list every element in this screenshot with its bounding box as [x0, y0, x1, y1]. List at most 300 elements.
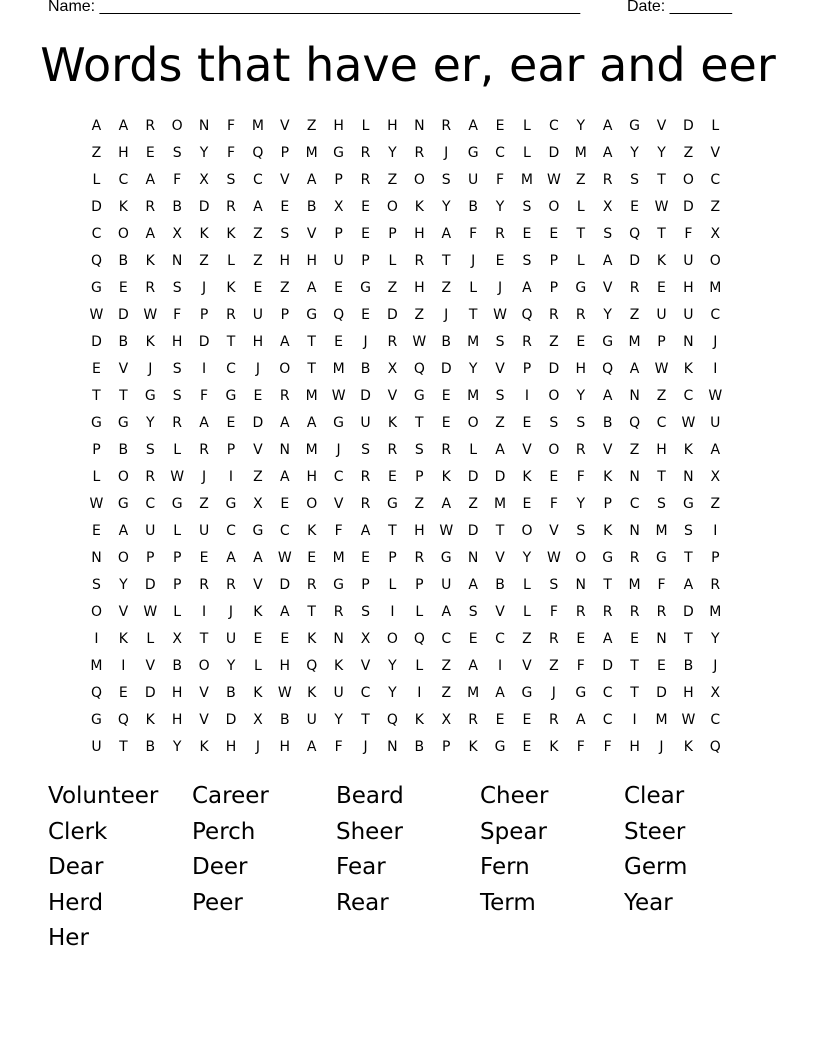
grid-letter[interactable]: D: [91, 199, 102, 215]
grid-letter[interactable]: M: [709, 604, 722, 620]
grid-letter[interactable]: L: [92, 469, 101, 485]
grid-letter[interactable]: A: [253, 550, 263, 566]
grid-letter[interactable]: E: [199, 550, 209, 566]
grid-letter[interactable]: X: [172, 226, 182, 242]
grid-letter[interactable]: N: [467, 550, 479, 566]
grid-letter[interactable]: L: [415, 604, 424, 620]
grid-letter[interactable]: M: [628, 334, 641, 350]
grid-letter[interactable]: S: [172, 388, 182, 404]
grid-letter[interactable]: H: [683, 280, 694, 296]
grid-letter[interactable]: Z: [710, 496, 721, 512]
grid-letter[interactable]: D: [144, 577, 156, 593]
grid-letter[interactable]: Z: [495, 415, 505, 431]
grid-letter[interactable]: G: [656, 550, 667, 566]
grid-letter[interactable]: A: [280, 415, 290, 431]
grid-letter[interactable]: G: [306, 307, 318, 323]
grid-letter[interactable]: J: [713, 658, 718, 674]
grid-letter[interactable]: R: [522, 334, 532, 350]
grid-letter[interactable]: M: [467, 685, 480, 701]
grid-letter[interactable]: S: [172, 280, 182, 296]
grid-letter[interactable]: H: [252, 334, 264, 350]
grid-letter[interactable]: Q: [252, 145, 264, 161]
grid-letter[interactable]: K: [145, 334, 155, 350]
grid-letter[interactable]: L: [576, 253, 585, 269]
grid-letter[interactable]: A: [253, 199, 263, 215]
grid-letter[interactable]: Z: [199, 253, 209, 269]
grid-letter[interactable]: T: [92, 388, 101, 404]
grid-letter[interactable]: E: [334, 334, 344, 350]
grid-letter[interactable]: H: [225, 739, 237, 755]
grid-letter[interactable]: B: [360, 361, 371, 377]
grid-letter[interactable]: D: [629, 253, 640, 269]
grid-letter[interactable]: E: [657, 658, 666, 674]
grid-letter[interactable]: K: [468, 739, 478, 755]
grid-letter[interactable]: G: [144, 388, 156, 404]
grid-letter[interactable]: E: [280, 631, 290, 647]
grid-letter[interactable]: V: [280, 118, 290, 134]
grid-letter[interactable]: A: [602, 631, 613, 647]
grid-letter[interactable]: Z: [522, 631, 532, 647]
grid-letter[interactable]: P: [280, 145, 290, 161]
grid-letter[interactable]: V: [495, 550, 505, 566]
grid-letter[interactable]: Z: [441, 280, 452, 296]
date-field[interactable]: Date: _______: [627, 0, 732, 15]
grid-letter[interactable]: W: [681, 712, 696, 728]
grid-letter[interactable]: N: [387, 739, 398, 755]
grid-letter[interactable]: Q: [333, 307, 345, 323]
grid-letter[interactable]: A: [441, 496, 452, 512]
grid-letter[interactable]: N: [414, 118, 425, 134]
grid-letter[interactable]: Z: [441, 685, 452, 701]
grid-letter[interactable]: I: [121, 658, 126, 674]
grid-letter[interactable]: L: [523, 145, 531, 161]
grid-letter[interactable]: A: [441, 604, 452, 620]
grid-letter[interactable]: D: [198, 199, 210, 215]
grid-letter[interactable]: V: [522, 442, 532, 458]
grid-letter[interactable]: R: [145, 118, 156, 134]
grid-letter[interactable]: O: [548, 442, 560, 458]
grid-letter[interactable]: R: [629, 550, 640, 566]
grid-letter[interactable]: D: [683, 604, 694, 620]
grid-letter[interactable]: O: [117, 550, 129, 566]
grid-letter[interactable]: A: [91, 118, 102, 134]
grid-letter[interactable]: L: [92, 172, 101, 188]
grid-letter[interactable]: L: [523, 118, 531, 134]
grid-letter[interactable]: Y: [145, 415, 155, 431]
grid-letter[interactable]: S: [683, 523, 693, 539]
grid-letter[interactable]: M: [90, 658, 103, 674]
grid-letter[interactable]: O: [117, 469, 129, 485]
grid-letter[interactable]: R: [575, 604, 586, 620]
grid-letter[interactable]: U: [441, 577, 452, 593]
grid-letter[interactable]: P: [361, 253, 370, 269]
grid-letter[interactable]: P: [172, 550, 182, 566]
grid-letter[interactable]: Z: [280, 280, 290, 296]
grid-letter[interactable]: U: [710, 415, 721, 431]
grid-letter[interactable]: B: [145, 739, 156, 755]
grid-letter[interactable]: D: [467, 523, 479, 539]
grid-letter[interactable]: M: [520, 172, 533, 188]
grid-letter[interactable]: G: [575, 685, 587, 701]
grid-letter[interactable]: Q: [386, 712, 398, 728]
grid-letter[interactable]: Z: [387, 280, 398, 296]
grid-letter[interactable]: T: [307, 334, 316, 350]
grid-letter[interactable]: G: [252, 523, 264, 539]
grid-letter[interactable]: Z: [629, 307, 640, 323]
grid-letter[interactable]: P: [549, 253, 559, 269]
grid-letter[interactable]: C: [602, 712, 613, 728]
grid-letter[interactable]: Y: [603, 307, 612, 323]
grid-letter[interactable]: T: [361, 712, 370, 728]
grid-letter[interactable]: B: [495, 577, 505, 593]
grid-letter[interactable]: M: [655, 712, 668, 728]
grid-letter[interactable]: O: [171, 118, 183, 134]
grid-letter[interactable]: R: [468, 712, 478, 728]
grid-letter[interactable]: L: [711, 118, 720, 134]
grid-letter[interactable]: O: [386, 199, 398, 215]
grid-letter[interactable]: S: [172, 145, 182, 161]
grid-letter[interactable]: Z: [549, 658, 559, 674]
grid-letter[interactable]: C: [629, 496, 640, 512]
grid-letter[interactable]: A: [145, 172, 156, 188]
grid-letter[interactable]: C: [710, 172, 721, 188]
grid-letter[interactable]: K: [307, 631, 317, 647]
grid-letter[interactable]: R: [306, 577, 317, 593]
grid-letter[interactable]: R: [629, 280, 640, 296]
grid-letter[interactable]: F: [334, 739, 343, 755]
grid-letter[interactable]: R: [629, 604, 640, 620]
grid-letter[interactable]: N: [91, 550, 102, 566]
grid-letter[interactable]: X: [710, 685, 721, 701]
grid-letter[interactable]: E: [92, 523, 101, 539]
grid-letter[interactable]: I: [713, 523, 718, 539]
grid-letter[interactable]: C: [683, 388, 694, 404]
grid-letter[interactable]: I: [202, 361, 207, 377]
grid-letter[interactable]: M: [494, 496, 507, 512]
grid-letter[interactable]: T: [657, 172, 666, 188]
grid-letter[interactable]: R: [387, 442, 398, 458]
grid-letter[interactable]: M: [655, 523, 668, 539]
grid-letter[interactable]: F: [496, 172, 505, 188]
grid-letter[interactable]: F: [226, 145, 236, 161]
grid-letter[interactable]: Z: [441, 658, 452, 674]
grid-letter[interactable]: W: [331, 388, 346, 404]
grid-letter[interactable]: J: [497, 280, 503, 296]
grid-letter[interactable]: A: [280, 334, 290, 350]
grid-letter[interactable]: U: [683, 253, 694, 269]
grid-letter[interactable]: L: [523, 577, 531, 593]
grid-letter[interactable]: Q: [413, 631, 425, 647]
grid-letter[interactable]: X: [710, 226, 721, 242]
grid-letter[interactable]: A: [468, 577, 478, 593]
grid-letter[interactable]: D: [198, 334, 210, 350]
grid-letter[interactable]: I: [632, 712, 637, 728]
grid-letter[interactable]: R: [548, 712, 559, 728]
grid-letter[interactable]: P: [603, 496, 612, 512]
grid-letter[interactable]: C: [253, 172, 263, 188]
grid-letter[interactable]: E: [226, 415, 236, 431]
grid-letter[interactable]: C: [333, 469, 344, 485]
grid-letter[interactable]: E: [495, 712, 505, 728]
grid-letter[interactable]: R: [414, 145, 425, 161]
grid-letter[interactable]: R: [226, 577, 236, 593]
grid-letter[interactable]: T: [199, 631, 209, 647]
grid-letter[interactable]: W: [708, 388, 723, 404]
grid-letter[interactable]: G: [91, 712, 102, 728]
grid-letter[interactable]: U: [198, 523, 210, 539]
grid-letter[interactable]: D: [683, 199, 694, 215]
grid-letter[interactable]: T: [468, 307, 478, 323]
grid-letter[interactable]: G: [333, 415, 345, 431]
grid-letter[interactable]: B: [602, 415, 613, 431]
grid-letter[interactable]: E: [280, 199, 290, 215]
grid-letter[interactable]: G: [117, 415, 129, 431]
grid-letter[interactable]: F: [173, 307, 182, 323]
grid-letter[interactable]: N: [333, 631, 344, 647]
grid-letter[interactable]: J: [228, 604, 234, 620]
grid-letter[interactable]: Z: [656, 388, 667, 404]
grid-letter[interactable]: M: [305, 145, 318, 161]
grid-letter[interactable]: J: [148, 361, 153, 377]
grid-letter[interactable]: A: [468, 118, 478, 134]
grid-letter[interactable]: A: [280, 469, 290, 485]
grid-letter[interactable]: M: [574, 145, 587, 161]
grid-letter[interactable]: Z: [306, 118, 317, 134]
grid-letter[interactable]: R: [172, 415, 183, 431]
grid-letter[interactable]: G: [602, 550, 614, 566]
grid-letter[interactable]: T: [415, 415, 424, 431]
grid-letter[interactable]: V: [495, 604, 505, 620]
grid-letter[interactable]: S: [576, 415, 586, 431]
grid-letter[interactable]: K: [118, 631, 128, 647]
grid-letter[interactable]: O: [386, 631, 398, 647]
grid-letter[interactable]: O: [548, 199, 560, 215]
grid-letter[interactable]: W: [654, 199, 669, 215]
grid-letter[interactable]: E: [522, 415, 532, 431]
grid-letter[interactable]: W: [89, 496, 104, 512]
grid-letter[interactable]: S: [172, 361, 182, 377]
grid-letter[interactable]: R: [414, 550, 425, 566]
grid-letter[interactable]: E: [630, 631, 639, 647]
grid-letter[interactable]: A: [306, 172, 317, 188]
grid-letter[interactable]: G: [333, 577, 345, 593]
grid-letter[interactable]: P: [522, 361, 532, 377]
grid-letter[interactable]: E: [361, 550, 370, 566]
grid-letter[interactable]: G: [333, 145, 345, 161]
grid-letter[interactable]: O: [682, 172, 694, 188]
grid-letter[interactable]: Q: [521, 307, 533, 323]
grid-letter[interactable]: V: [306, 226, 317, 242]
grid-letter[interactable]: W: [546, 550, 561, 566]
grid-letter[interactable]: X: [602, 199, 613, 215]
grid-letter[interactable]: P: [388, 226, 397, 242]
grid-letter[interactable]: H: [629, 739, 640, 755]
grid-letter[interactable]: A: [683, 577, 694, 593]
grid-letter[interactable]: P: [334, 226, 343, 242]
grid-letter[interactable]: D: [548, 145, 560, 161]
grid-letter[interactable]: O: [521, 523, 533, 539]
grid-letter[interactable]: V: [549, 523, 559, 539]
grid-letter[interactable]: V: [199, 685, 209, 701]
grid-letter[interactable]: Z: [253, 253, 263, 269]
grid-letter[interactable]: M: [332, 361, 345, 377]
grid-letter[interactable]: L: [469, 442, 478, 458]
grid-letter[interactable]: V: [602, 280, 613, 296]
grid-letter[interactable]: A: [468, 658, 478, 674]
grid-letter[interactable]: K: [683, 361, 693, 377]
grid-letter[interactable]: N: [629, 523, 640, 539]
grid-letter[interactable]: A: [145, 226, 156, 242]
grid-letter[interactable]: K: [307, 523, 317, 539]
grid-letter[interactable]: I: [524, 388, 530, 404]
grid-letter[interactable]: P: [415, 469, 424, 485]
grid-letter[interactable]: R: [279, 388, 290, 404]
grid-letter[interactable]: V: [118, 604, 129, 620]
grid-letter[interactable]: O: [467, 415, 479, 431]
grid-letter[interactable]: U: [252, 307, 264, 323]
grid-letter[interactable]: R: [414, 253, 425, 269]
grid-letter[interactable]: H: [279, 658, 291, 674]
grid-letter[interactable]: W: [681, 415, 696, 431]
grid-letter[interactable]: D: [91, 334, 102, 350]
grid-letter[interactable]: M: [709, 280, 722, 296]
grid-letter[interactable]: N: [198, 118, 210, 134]
grid-letter[interactable]: R: [226, 199, 236, 215]
grid-letter[interactable]: G: [521, 685, 533, 701]
grid-letter[interactable]: E: [576, 334, 586, 350]
grid-letter[interactable]: K: [253, 685, 263, 701]
grid-letter[interactable]: K: [683, 739, 693, 755]
grid-letter[interactable]: H: [118, 145, 129, 161]
grid-letter[interactable]: T: [630, 658, 639, 674]
name-field[interactable]: Name: ______________________________________________________: [48, 0, 581, 15]
grid-letter[interactable]: V: [656, 118, 667, 134]
grid-letter[interactable]: V: [602, 442, 613, 458]
grid-letter[interactable]: S: [495, 388, 505, 404]
grid-letter[interactable]: Y: [388, 685, 397, 701]
grid-letter[interactable]: F: [684, 226, 693, 242]
grid-letter[interactable]: O: [575, 550, 587, 566]
grid-letter[interactable]: X: [253, 712, 263, 728]
grid-letter[interactable]: J: [363, 334, 368, 350]
grid-letter[interactable]: V: [522, 658, 532, 674]
grid-letter[interactable]: T: [307, 604, 316, 620]
grid-letter[interactable]: E: [495, 253, 505, 269]
grid-letter[interactable]: B: [441, 334, 452, 350]
grid-letter[interactable]: P: [415, 577, 424, 593]
grid-letter[interactable]: J: [363, 739, 368, 755]
grid-letter[interactable]: B: [306, 199, 317, 215]
grid-letter[interactable]: Y: [226, 658, 236, 674]
grid-letter[interactable]: G: [91, 280, 102, 296]
grid-letter[interactable]: C: [602, 685, 613, 701]
grid-letter[interactable]: T: [441, 253, 451, 269]
grid-letter[interactable]: J: [551, 685, 556, 701]
grid-letter[interactable]: P: [280, 307, 290, 323]
grid-letter[interactable]: R: [145, 469, 156, 485]
grid-letter[interactable]: O: [90, 604, 102, 620]
grid-letter[interactable]: E: [118, 280, 128, 296]
grid-letter[interactable]: W: [546, 172, 561, 188]
grid-letter[interactable]: J: [659, 739, 664, 755]
grid-letter[interactable]: U: [333, 253, 344, 269]
grid-letter[interactable]: U: [225, 631, 237, 647]
grid-letter[interactable]: O: [413, 172, 425, 188]
grid-letter[interactable]: Y: [630, 145, 639, 161]
grid-letter[interactable]: U: [333, 685, 344, 701]
grid-letter[interactable]: L: [388, 577, 397, 593]
grid-letter[interactable]: O: [548, 388, 560, 404]
grid-letter[interactable]: J: [202, 469, 207, 485]
grid-letter[interactable]: R: [199, 442, 209, 458]
grid-letter[interactable]: J: [471, 253, 476, 269]
grid-letter[interactable]: H: [575, 361, 587, 377]
grid-letter[interactable]: Z: [199, 496, 209, 512]
grid-letter[interactable]: B: [172, 658, 182, 674]
grid-letter[interactable]: K: [522, 469, 532, 485]
grid-letter[interactable]: K: [387, 415, 398, 431]
grid-letter[interactable]: F: [576, 469, 585, 485]
grid-letter[interactable]: U: [683, 307, 694, 323]
grid-letter[interactable]: V: [280, 172, 290, 188]
grid-letter[interactable]: G: [682, 496, 694, 512]
grid-letter[interactable]: V: [118, 361, 129, 377]
grid-letter[interactable]: G: [494, 739, 506, 755]
grid-letter[interactable]: J: [255, 739, 260, 755]
grid-letter[interactable]: B: [279, 712, 290, 728]
grid-letter[interactable]: O: [709, 253, 721, 269]
grid-letter[interactable]: L: [523, 604, 531, 620]
grid-letter[interactable]: R: [548, 307, 559, 323]
grid-letter[interactable]: A: [226, 550, 236, 566]
grid-letter[interactable]: A: [575, 712, 586, 728]
grid-letter[interactable]: R: [333, 604, 344, 620]
grid-letter[interactable]: V: [387, 388, 398, 404]
grid-letter[interactable]: K: [414, 199, 424, 215]
grid-letter[interactable]: Z: [575, 172, 586, 188]
grid-letter[interactable]: Q: [629, 226, 641, 242]
grid-letter[interactable]: G: [91, 415, 102, 431]
grid-letter[interactable]: Z: [387, 172, 398, 188]
grid-letter[interactable]: B: [683, 658, 694, 674]
grid-letter[interactable]: C: [656, 415, 667, 431]
grid-letter[interactable]: S: [280, 226, 290, 242]
grid-letter[interactable]: C: [710, 712, 721, 728]
grid-letter[interactable]: H: [683, 685, 694, 701]
grid-letter[interactable]: M: [467, 334, 480, 350]
grid-letter[interactable]: E: [387, 469, 397, 485]
grid-letter[interactable]: E: [630, 199, 639, 215]
grid-letter[interactable]: B: [118, 442, 129, 458]
grid-letter[interactable]: E: [334, 280, 344, 296]
grid-letter[interactable]: S: [226, 172, 236, 188]
grid-letter[interactable]: E: [522, 496, 532, 512]
grid-letter[interactable]: H: [279, 253, 291, 269]
grid-letter[interactable]: I: [417, 685, 422, 701]
grid-letter[interactable]: N: [629, 469, 640, 485]
grid-letter[interactable]: C: [710, 307, 721, 323]
grid-letter[interactable]: M: [332, 550, 345, 566]
grid-letter[interactable]: I: [390, 604, 395, 620]
grid-letter[interactable]: Q: [602, 361, 614, 377]
grid-letter[interactable]: Y: [172, 739, 182, 755]
grid-letter[interactable]: U: [306, 712, 317, 728]
grid-letter[interactable]: Q: [709, 739, 721, 755]
grid-letter[interactable]: R: [360, 469, 371, 485]
grid-letter[interactable]: L: [415, 658, 424, 674]
grid-letter[interactable]: P: [442, 739, 451, 755]
grid-letter[interactable]: U: [91, 739, 102, 755]
